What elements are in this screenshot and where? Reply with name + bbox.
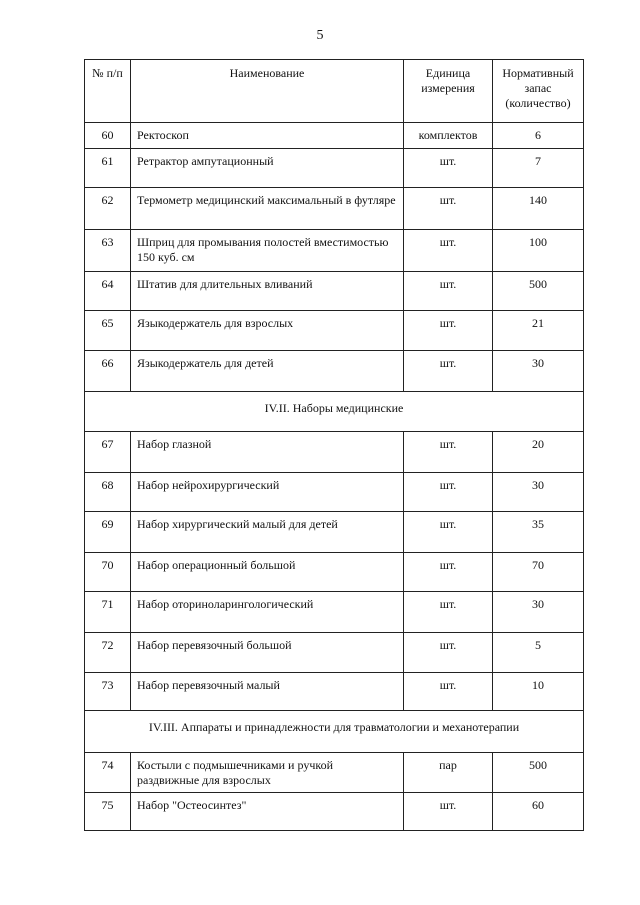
table-row (85, 230, 584, 272)
table-row (85, 188, 584, 230)
table-header-row (85, 60, 584, 123)
row-qty: 20 (493, 432, 584, 473)
table-row (85, 473, 584, 512)
row-unit: шт. (404, 311, 493, 351)
row-name: Ректоскоп (131, 123, 404, 149)
row-name: Набор глазной (131, 432, 404, 473)
section-row (85, 711, 584, 753)
table-row (85, 673, 584, 711)
table-row (85, 592, 584, 633)
row-name: Термометр медицинский максимальный в футляре (131, 188, 404, 230)
table-row (85, 149, 584, 188)
row-num: 70 (85, 553, 131, 592)
supply-table (84, 59, 584, 831)
row-name: Набор "Остеосинтез" (131, 793, 404, 831)
row-qty: 35 (493, 512, 584, 553)
row-num: 68 (85, 473, 131, 512)
row-name: Костыли с подмышечниками и ручкой раздвижные для взрослых (131, 753, 404, 793)
row-qty: 30 (493, 351, 584, 392)
row-qty: 70 (493, 553, 584, 592)
row-unit: шт. (404, 793, 493, 831)
row-name: Набор нейрохирургический (131, 473, 404, 512)
table-row (85, 753, 584, 793)
row-qty: 21 (493, 311, 584, 351)
table-row (85, 553, 584, 592)
table-row (85, 512, 584, 553)
row-unit: шт. (404, 188, 493, 230)
row-qty: 500 (493, 753, 584, 793)
row-num: 62 (85, 188, 131, 230)
row-num: 71 (85, 592, 131, 633)
row-qty: 6 (493, 123, 584, 149)
row-num: 61 (85, 149, 131, 188)
section-row (85, 392, 584, 432)
row-unit: шт. (404, 432, 493, 473)
row-qty: 7 (493, 149, 584, 188)
section-title: IV.II. Наборы медицинские (85, 392, 584, 432)
row-name: Языкодержатель для взрослых (131, 311, 404, 351)
row-unit: пар (404, 753, 493, 793)
row-name: Штатив для длительных вливаний (131, 272, 404, 311)
row-unit: шт. (404, 230, 493, 272)
header-unit: Единица измерения (404, 60, 493, 123)
row-qty: 60 (493, 793, 584, 831)
row-qty: 10 (493, 673, 584, 711)
header-name: Наименование (131, 60, 404, 123)
row-name: Ретрактор ампутационный (131, 149, 404, 188)
row-name: Набор операционный большой (131, 553, 404, 592)
row-num: 74 (85, 753, 131, 793)
row-qty: 140 (493, 188, 584, 230)
row-unit: шт. (404, 272, 493, 311)
row-unit: шт. (404, 149, 493, 188)
row-unit: шт. (404, 673, 493, 711)
header-num: № п/п (85, 60, 131, 123)
row-unit: шт. (404, 633, 493, 673)
row-name: Языкодержатель для детей (131, 351, 404, 392)
row-num: 64 (85, 272, 131, 311)
row-unit: комплектов (404, 123, 493, 149)
row-name: Набор перевязочный большой (131, 633, 404, 673)
table-row (85, 633, 584, 673)
row-num: 75 (85, 793, 131, 831)
row-name: Набор оториноларингологический (131, 592, 404, 633)
table-row (85, 432, 584, 473)
table-row (85, 793, 584, 831)
table-row (85, 123, 584, 149)
row-name: Шприц для промывания полостей вместимостью 150 куб. см (131, 230, 404, 272)
header-qty: Нормативный запас (количество) (493, 60, 584, 123)
row-num: 72 (85, 633, 131, 673)
row-qty: 30 (493, 473, 584, 512)
row-unit: шт. (404, 592, 493, 633)
row-unit: шт. (404, 473, 493, 512)
row-qty: 100 (493, 230, 584, 272)
row-num: 67 (85, 432, 131, 473)
row-name: Набор перевязочный малый (131, 673, 404, 711)
section-title: IV.III. Аппараты и принадлежности для травматологии и механотерапии (85, 711, 584, 753)
row-qty: 30 (493, 592, 584, 633)
row-num: 69 (85, 512, 131, 553)
row-num: 65 (85, 311, 131, 351)
row-unit: шт. (404, 512, 493, 553)
row-unit: шт. (404, 351, 493, 392)
table-row (85, 272, 584, 311)
table-row (85, 311, 584, 351)
row-num: 60 (85, 123, 131, 149)
row-qty: 500 (493, 272, 584, 311)
row-num: 66 (85, 351, 131, 392)
row-name: Набор хирургический малый для детей (131, 512, 404, 553)
row-num: 63 (85, 230, 131, 272)
row-qty: 5 (493, 633, 584, 673)
page-number: 5 (316, 28, 324, 43)
row-num: 73 (85, 673, 131, 711)
table-row (85, 351, 584, 392)
row-unit: шт. (404, 553, 493, 592)
